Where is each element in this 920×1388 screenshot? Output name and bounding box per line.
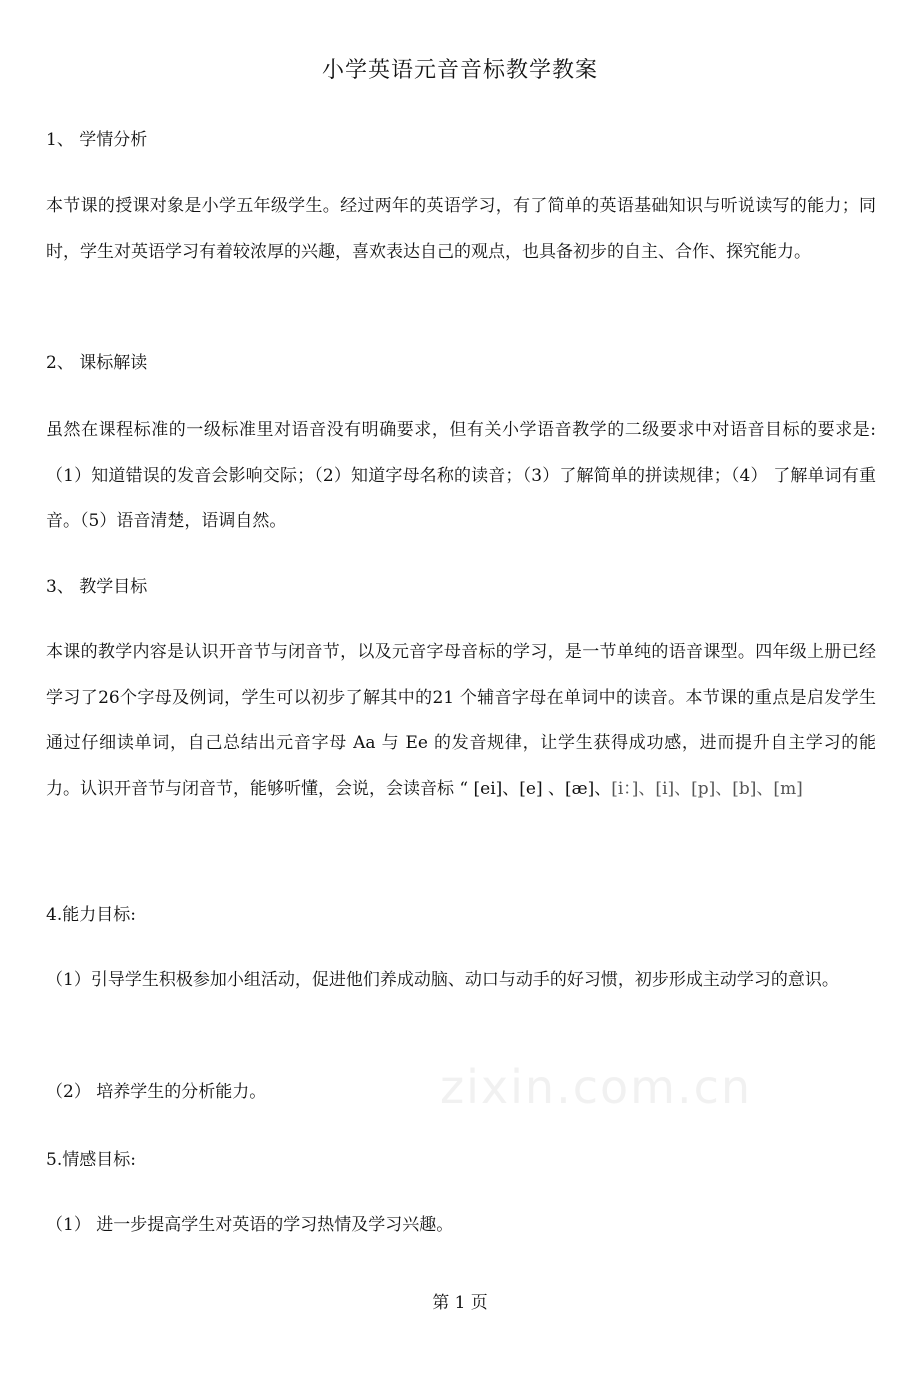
document-title: 小学英语元音音标教学教案 (321, 58, 598, 83)
phonetic-symbols-list: [i：]、[i]、[p]、[b]、[m] (611, 778, 803, 799)
section-heading-curriculum: 2、 课标解读 (46, 353, 148, 373)
list-item-ability-1: （1）引导学生积极参加小组活动，促进他们养成动脑、动口与动手的好习惯，初步形成主动学习的意识。 (46, 970, 839, 990)
section-heading-ability-goals: 4.能力目标: (46, 905, 136, 925)
page-footer: 第 1 页 (432, 1293, 488, 1313)
section-heading-analysis: 1、 学情分析 (46, 130, 148, 150)
list-item-emotion-1: （1） 进一步提高学生对英语的学习热情及学习兴趣。 (46, 1215, 454, 1235)
list-item-ability-2: （2） 培养学生的分析能力。 (46, 1082, 267, 1102)
section-heading-objectives: 3、 教学目标 (46, 577, 148, 597)
paragraph-student-analysis: 本节课的授课对象是小学五年级学生。经过两年的英语学习，有了简单的英语基础知识与听说读写的能力；同时，学生对英语学习有着较浓厚的兴趣，喜欢表达自己的观点，也具备初步的自主、合作、探究能力。 (46, 196, 876, 262)
paragraph-teaching-content-main: 本课的教学内容是认识开音节与闭音节，以及元音字母音标的学习，是一节单纯的语音课型。四年级上册已经学习了26个字母及例词，学生可以初步了解其中的21 个辅音字母在单词中的读音。本节课的重点是启发学生通过仔细读单词，自己总结出元音字母 Aa 与 Ee 的发音规律，让学生获得成功感，进而提升自主学习的能力。认识开音节与闭音节，能够听懂，会说，会读音标 “ [ei]、[e] 、[æ]、 (46, 642, 876, 799)
section-heading-emotion-goals: 5.情感目标: (46, 1150, 136, 1170)
paragraph-teaching-content (46, 630, 876, 812)
paragraph-curriculum: 虽然在课程标准的一级标准里对语音没有明确要求，但有关小学语音教学的二级要求中对语音目标的要求是:（1）知道错误的发音会影响交际；（2）知道字母名称的读音；（3）了解简单的拼读规律；（4） 了解单词有重音。（5）语音清楚，语调自然。 (46, 420, 876, 531)
watermark: zixin.com.cn (440, 1060, 753, 1114)
